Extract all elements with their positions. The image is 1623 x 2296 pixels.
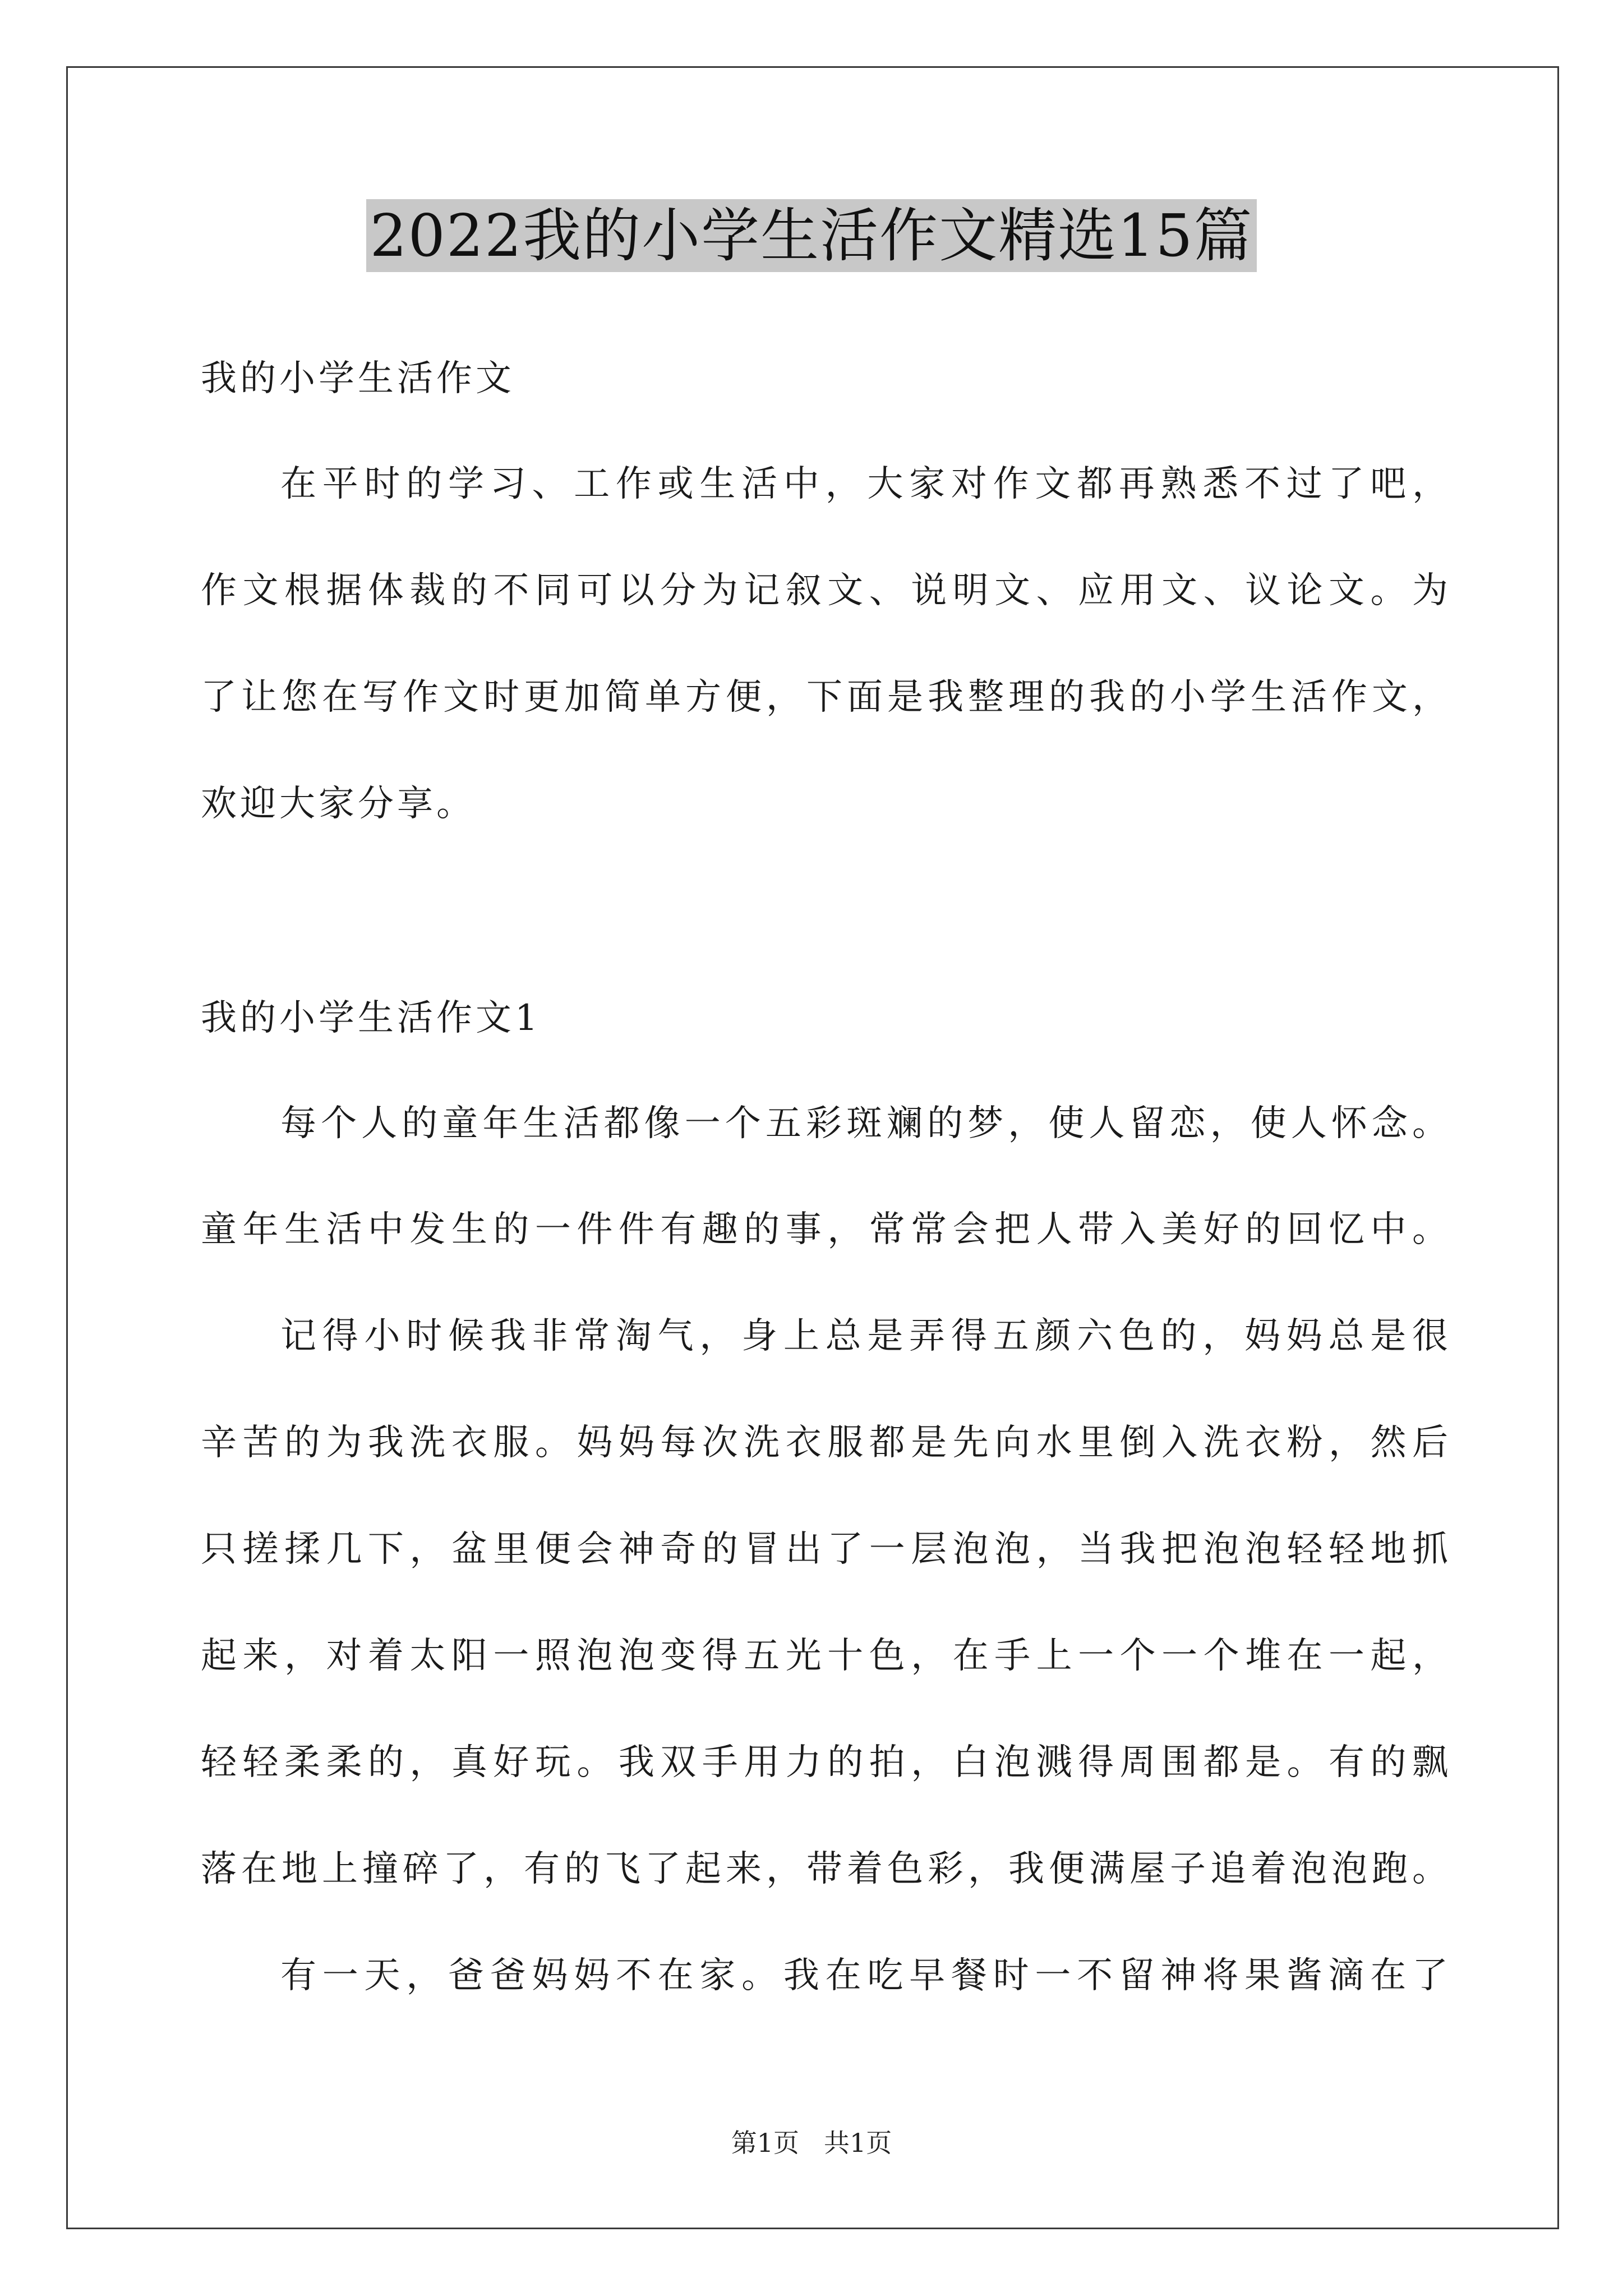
page-footer — [0, 2126, 1623, 2160]
title-container — [0, 199, 1623, 272]
paragraph-line: 童年生活中发生的一件件有趣的事，常常会把人带入美好的回忆中。 — [201, 1209, 1451, 1250]
paragraph-line: 落在地上撞碎了，有的飞了起来，带着色彩，我便满屋子追着泡泡跑。 — [201, 1848, 1451, 1890]
paragraph-line: 辛苦的为我洗衣服。妈妈每次洗衣服都是先向水里倒入洗衣粉，然后 — [201, 1422, 1451, 1464]
page-number: 第1页 — [731, 2128, 799, 2158]
document-title: 2022我的小学生活作文精选15篇 — [366, 199, 1256, 272]
paragraph-line: 了让您在写作文时更加简单方便，下面是我整理的我的小学生活作文， — [201, 677, 1451, 718]
section-heading: 我的小学生活作文 — [201, 358, 515, 399]
paragraph-line: 只搓揉几下，盆里便会神奇的冒出了一层泡泡，当我把泡泡轻轻地抓 — [201, 1529, 1451, 1570]
paragraph-line: 在平时的学习、工作或生活中，大家对作文都再熟悉不过了吧， — [280, 463, 1451, 505]
section-heading: 我的小学生活作文1 — [201, 997, 541, 1039]
paragraph-line: 起来，对着太阳一照泡泡变得五光十色，在手上一个一个堆在一起， — [201, 1635, 1451, 1677]
paragraph-line: 欢迎大家分享。 — [201, 783, 476, 825]
paragraph-line: 记得小时候我非常淘气，身上总是弄得五颜六色的，妈妈总是很 — [280, 1315, 1451, 1357]
paragraph-line: 轻轻柔柔的，真好玩。我双手用力的拍，白泡溅得周围都是。有的飘 — [201, 1742, 1451, 1783]
paragraph-line: 作文根据体裁的不同可以分为记叙文、说明文、应用文、议论文。为 — [201, 570, 1451, 611]
page-total: 共1页 — [824, 2128, 892, 2158]
paragraph-line: 有一天，爸爸妈妈不在家。我在吃早餐时一不留神将果酱滴在了 — [280, 1955, 1451, 1996]
paragraph-line: 每个人的童年生活都像一个五彩斑斓的梦，使人留恋，使人怀念。 — [280, 1103, 1451, 1144]
